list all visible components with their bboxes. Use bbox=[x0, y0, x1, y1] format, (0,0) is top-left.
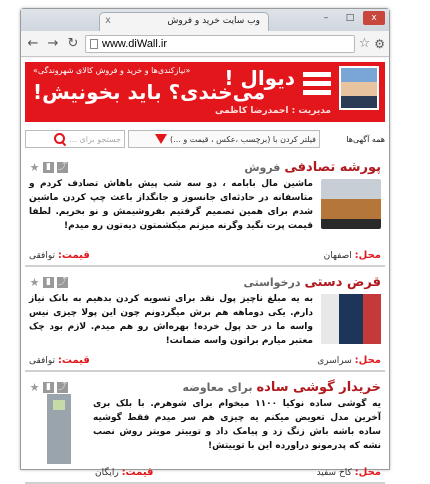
car-photo bbox=[321, 179, 381, 229]
favorite-star-icon[interactable]: ★ bbox=[29, 275, 40, 289]
price-label: قیمت: bbox=[57, 250, 90, 261]
location-label: محل: bbox=[354, 355, 381, 366]
share-icon[interactable]: ⤴ bbox=[57, 161, 67, 172]
maximize-button[interactable]: □ bbox=[345, 13, 355, 23]
bookmark-icon[interactable]: ▮ bbox=[43, 277, 54, 288]
price-value: رایگان bbox=[95, 468, 119, 478]
close-tab-icon[interactable]: x bbox=[105, 15, 111, 26]
settings-wrench-icon[interactable]: ⚙ bbox=[374, 36, 385, 51]
location-value: اصفهان bbox=[323, 251, 352, 261]
tab-title: وب سایت خرید و فروش bbox=[167, 16, 260, 26]
funnel-icon bbox=[155, 134, 167, 144]
share-icon[interactable]: ⤴ bbox=[57, 276, 67, 287]
ad-header bbox=[29, 157, 381, 177]
menu-icon[interactable] bbox=[303, 72, 331, 99]
browser-window bbox=[20, 8, 390, 478]
page-content bbox=[21, 58, 389, 478]
minimize-button[interactable]: – bbox=[323, 13, 329, 23]
location-value: سراسری bbox=[317, 356, 352, 366]
bookmark-icon[interactable]: ▮ bbox=[43, 382, 54, 393]
ad-category: فروش bbox=[244, 160, 281, 174]
ad-actions bbox=[29, 162, 68, 173]
search-input[interactable] bbox=[25, 130, 125, 148]
reload-icon[interactable]: ↻ bbox=[67, 36, 79, 51]
ad-item[interactable] bbox=[25, 152, 385, 267]
ad-title[interactable]: خریدار گوشی ساده bbox=[256, 379, 381, 395]
avatar bbox=[339, 66, 379, 110]
ad-actions bbox=[29, 382, 68, 393]
site-logo[interactable]: دیوال ! bbox=[224, 66, 295, 90]
ad-description: ماشین مال بابامه ، دو سه شب پیش باهاش تصادف کردم و متاسفانه در حادثه‌ای جانسوز و جانگداز باعث چپ کردن ماشین شدم برای همین تصمیم گرفتیم بفروشیمش و نو بخریم. لطفا قیمت پرت نگید وگرنه میزنم میکشمتون دیه‌تون رو میدم! bbox=[29, 179, 313, 231]
ad-description: یه گوشی ساده نوکیا ۱۱۰۰ میخوام برای شوهرم. با بلک بری آخرین مدل تعویض میکنم یه چیزی هم سر میدم فقط گوشیه ساده باشه باش زنگ زد و پیامک داد و توییتر مویتر روش نصب نشه که پدرمونو دراورده این با توییتش! bbox=[93, 399, 381, 451]
bookmark-star-icon[interactable]: ☆ bbox=[358, 36, 371, 51]
page-icon bbox=[90, 39, 98, 49]
tab-bar bbox=[21, 9, 389, 31]
url-text: www.diWall.ir bbox=[102, 37, 167, 50]
browser-tab[interactable] bbox=[99, 12, 269, 31]
bookmark-icon[interactable]: ▮ bbox=[43, 162, 54, 173]
favorite-star-icon[interactable]: ★ bbox=[29, 380, 40, 394]
site-slogan: می‌خندی؟ باید بخونیش! bbox=[33, 80, 266, 104]
filter-input[interactable] bbox=[128, 130, 320, 148]
all-ads-dropdown[interactable]: همه آگهی‌ها bbox=[346, 134, 385, 144]
price-value: توافقی bbox=[29, 356, 56, 366]
ad-footer bbox=[29, 355, 381, 366]
favorite-star-icon[interactable]: ★ bbox=[29, 160, 40, 174]
ad-header bbox=[29, 272, 381, 292]
share-icon[interactable]: ⤴ bbox=[57, 381, 67, 392]
back-arrow-icon[interactable]: ← bbox=[27, 36, 39, 51]
ad-footer bbox=[95, 467, 381, 478]
browser-toolbar bbox=[21, 31, 389, 57]
businessman-photo bbox=[321, 294, 381, 344]
phone-photo bbox=[29, 394, 89, 464]
search-placeholder: جستجو برای ... bbox=[69, 134, 121, 144]
ad-description: به یه مبلغ ناچیز پول نقد برای تسویه کردن بدهیم به بانک نیاز دارم. یکی دوماهه هم برش میگردونم چون این پولا چیزی نیس واسه ما در حد پول خرده! بهره‌اش رو هم میدم. لازم بود چک معتبر میارم براتون واسه ضمانت! bbox=[29, 294, 313, 346]
filter-label: فیلتر کردن با (برچسب ،عکس ، قیمت و ...) bbox=[170, 134, 316, 144]
site-tagline: «نیازکندی‌ها و خرید و فروش کالای شهروندگی» bbox=[33, 66, 191, 75]
ad-title[interactable]: قرض دستی bbox=[304, 274, 381, 290]
ad-item[interactable] bbox=[25, 372, 385, 484]
ad-category: درخواستی bbox=[243, 275, 301, 289]
ad-item[interactable] bbox=[25, 267, 385, 372]
price-label: قیمت: bbox=[121, 467, 154, 478]
ad-actions bbox=[29, 277, 68, 288]
window-controls bbox=[315, 11, 385, 25]
ad-category: برای معاوضه bbox=[182, 380, 253, 394]
site-banner bbox=[25, 62, 385, 122]
location-value: کاخ سفید bbox=[316, 468, 352, 478]
ad-title[interactable]: پورشه تصادفی bbox=[284, 159, 381, 175]
price-value: توافقی bbox=[29, 251, 56, 261]
ad-footer bbox=[29, 250, 381, 261]
address-bar[interactable] bbox=[85, 35, 355, 53]
manager-credit: مدیریت : احمدرضا کاظمی bbox=[215, 106, 331, 116]
close-window-button[interactable]: x bbox=[363, 11, 385, 25]
location-label: محل: bbox=[354, 467, 381, 478]
forward-arrow-icon[interactable]: → bbox=[47, 36, 59, 51]
location-label: محل: bbox=[354, 250, 381, 261]
filter-bar bbox=[25, 126, 385, 152]
search-icon[interactable] bbox=[54, 133, 66, 145]
price-label: قیمت: bbox=[57, 355, 90, 366]
